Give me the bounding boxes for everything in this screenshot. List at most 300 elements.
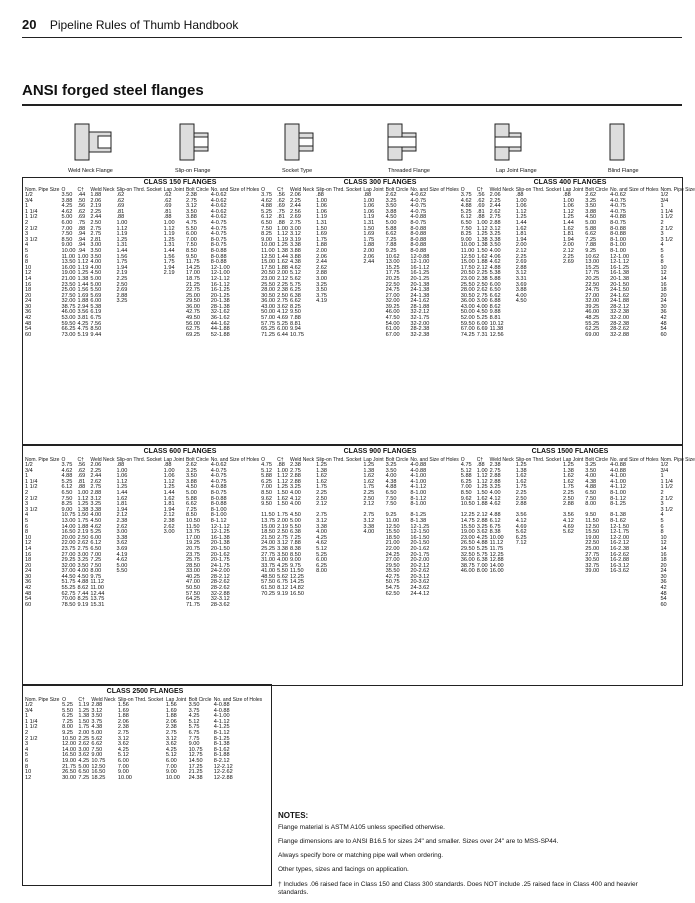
table-cell: 33.75 bbox=[261, 562, 276, 569]
table-cell: 16-1.50 bbox=[410, 534, 430, 541]
table-cell: 48 bbox=[660, 320, 667, 327]
table-cell: 1.50 bbox=[476, 247, 488, 254]
table-cell: 28-2.38 bbox=[610, 320, 630, 327]
table-cell: 42 bbox=[660, 315, 667, 322]
table-cell: 17.25 bbox=[188, 763, 203, 770]
table-cell: 3.12 bbox=[277, 540, 289, 547]
table-cell: 2.75 bbox=[117, 729, 129, 736]
table-cell bbox=[584, 603, 609, 609]
table-cell: 5.00 bbox=[290, 517, 301, 524]
table-cell bbox=[562, 333, 584, 339]
table-cell: 9.44 bbox=[90, 331, 102, 338]
table-cell: 48 bbox=[25, 320, 32, 327]
table-cell: .69 bbox=[277, 203, 285, 210]
table-cell: 8-1.00 bbox=[610, 242, 626, 249]
table-cell: 5 bbox=[660, 247, 664, 254]
table-cell: 11.00 bbox=[385, 517, 400, 524]
table-cell: 20-1.62 bbox=[210, 551, 230, 558]
table-cell: 3.69 bbox=[515, 281, 527, 288]
table-cell: 3.12 bbox=[290, 231, 301, 238]
table-cell: 60 bbox=[25, 331, 32, 338]
table-cell: 2.38 bbox=[163, 517, 175, 524]
table-cell: 51.75 bbox=[61, 579, 76, 586]
table-cell: 3.25 bbox=[489, 484, 501, 491]
table-cell: 1.69 bbox=[316, 231, 327, 238]
table-cell: 11.00 bbox=[261, 247, 275, 254]
table-cell: 4.00 bbox=[290, 501, 301, 508]
column-header: No. and Size of Holes bbox=[610, 187, 659, 193]
table-cell: 10.62 bbox=[585, 253, 600, 260]
table-cell: 1.25 bbox=[77, 270, 89, 277]
table-cell: 2.50 bbox=[562, 495, 574, 502]
table-cell: 61.50 bbox=[261, 585, 276, 592]
table-cell: 30.50 bbox=[261, 292, 276, 299]
table-cell: 6 bbox=[660, 253, 664, 260]
table-cell: 3.50 bbox=[385, 203, 397, 210]
table-cell: 7.00 bbox=[476, 562, 488, 569]
table-cell: 25.00 bbox=[185, 292, 200, 299]
table-cell: 16-1.25 bbox=[410, 270, 430, 277]
table-cell: 4-0.88 bbox=[610, 467, 626, 474]
table-cell: 17.75 bbox=[385, 270, 400, 277]
table-cell: 5.75 bbox=[188, 724, 200, 731]
table-cell: 6.25 bbox=[460, 478, 472, 485]
table-cell: 4.00 bbox=[489, 247, 501, 254]
table-cell: 4-0.62 bbox=[210, 208, 227, 215]
table-cell: 5.88 bbox=[261, 473, 273, 480]
table-cell bbox=[362, 333, 384, 339]
table-cell: 18.75 bbox=[185, 275, 200, 282]
table-cell: 3.50 bbox=[90, 247, 102, 254]
table-cell: 32.00 bbox=[585, 298, 600, 305]
table-cell: 8-1.88 bbox=[213, 752, 230, 759]
table-cell: .69 bbox=[116, 203, 125, 210]
table-cell: 6 bbox=[25, 253, 29, 260]
table-cell: 5.62 bbox=[515, 529, 527, 536]
table-cell: 4.75 bbox=[185, 219, 197, 226]
table-cell: 4.50 bbox=[185, 484, 197, 491]
table-cell: 2.94 bbox=[77, 303, 89, 310]
table-cell: 4.00 bbox=[277, 557, 289, 564]
table-cell: 12-1.12 bbox=[210, 523, 230, 530]
table-cell: 15.50 bbox=[460, 523, 475, 530]
table-cell: 1.19 bbox=[116, 231, 128, 238]
table-cell: 13.00 bbox=[385, 259, 400, 266]
table-cell: 36-1.62 bbox=[210, 315, 230, 322]
table-cell: 8 bbox=[660, 529, 664, 536]
table-cell: 6.62 bbox=[91, 741, 103, 748]
table-cell: 6.00 bbox=[185, 231, 197, 238]
table-cell: 1.25 bbox=[363, 462, 375, 468]
table-cell: 5.50 bbox=[185, 225, 197, 232]
table-cell: 20-2.00 bbox=[410, 557, 430, 564]
table-cell: 21.50 bbox=[261, 534, 276, 541]
column-header: Bolt Circle bbox=[385, 457, 409, 463]
table-cell: 1.44 bbox=[163, 489, 175, 496]
table-cell: 20-1.38 bbox=[410, 281, 430, 288]
table-cell: 6.00 bbox=[476, 320, 488, 327]
table-cell: 2.25 bbox=[116, 275, 128, 282]
table-cell: 2.62 bbox=[78, 741, 90, 748]
table-cell: 6.00 bbox=[277, 326, 289, 333]
table-cell: 1.25 bbox=[515, 462, 527, 468]
table-cell: 7.25 bbox=[585, 236, 597, 243]
table-cell: 2.38 bbox=[116, 517, 128, 524]
table-cell: 4.69 bbox=[515, 523, 527, 530]
table-cell: 4.88 bbox=[489, 512, 501, 519]
table-cell: 4.50 bbox=[515, 298, 527, 305]
table-cell: 5.88 bbox=[489, 275, 501, 282]
socket-type-flange-figure bbox=[285, 124, 313, 160]
table-cell: 1.69 bbox=[77, 292, 89, 299]
table-cell: 3.00 bbox=[116, 529, 128, 536]
table-cell: 9.50 bbox=[290, 309, 301, 316]
caption-slip-on: Slip-on Flange bbox=[175, 168, 211, 174]
table-cell: 6 bbox=[25, 523, 29, 530]
table-cell: 1.00 bbox=[363, 197, 375, 204]
table-cell: 3.38 bbox=[116, 534, 128, 541]
table-cell: 9.75 bbox=[90, 573, 102, 580]
table-cell: 8.50 bbox=[61, 236, 73, 243]
table-cell: 57.50 bbox=[261, 579, 276, 586]
table-cell: 7.00 bbox=[165, 763, 177, 770]
table-cell: 8.50 bbox=[185, 247, 197, 254]
table-cell: 4-0.88 bbox=[213, 707, 230, 714]
table-cell: 1.56 bbox=[165, 702, 177, 708]
table-cell: 27.75 bbox=[585, 551, 600, 558]
table-cell: 3 1/2 bbox=[25, 506, 38, 513]
table-cell: 2.50 bbox=[90, 219, 102, 226]
table-cell: 4.50 bbox=[290, 512, 301, 519]
table-cell: 62.25 bbox=[585, 326, 600, 333]
table-cell: 12-1.50 bbox=[410, 529, 430, 536]
table-cell: 7.31 bbox=[476, 331, 488, 338]
table-cell: 8-0.88 bbox=[610, 231, 626, 238]
column-header: Bolt Circle bbox=[585, 187, 609, 193]
table-cell: 4.62 bbox=[90, 523, 102, 530]
table-cell: 9.00 bbox=[61, 506, 73, 513]
table-cell: 1 bbox=[660, 473, 664, 480]
table-cell: 2.88 bbox=[90, 489, 102, 496]
table-cell: 12 bbox=[25, 540, 32, 547]
table-cell: 1.75 bbox=[163, 259, 175, 266]
table-cell: 4-0.62 bbox=[210, 462, 227, 468]
table-cell: 5.19 bbox=[77, 331, 89, 338]
table-cell: 16.50 bbox=[290, 590, 305, 597]
table-cell: 4-0.62 bbox=[210, 192, 227, 198]
table-cell: 6.75 bbox=[90, 315, 102, 322]
table-cell: 5.50 bbox=[90, 287, 102, 294]
table-cell: 4.25 bbox=[117, 746, 129, 753]
table-cell: 29.25 bbox=[61, 557, 76, 564]
table-cell: 4.75 bbox=[460, 462, 472, 468]
table-cell: 8 bbox=[660, 259, 664, 266]
note-item: Always specify bore or matching pipe wall when ordering. bbox=[278, 852, 444, 860]
table-cell: 1.25 bbox=[515, 214, 527, 221]
table-cell: 1.62 bbox=[476, 253, 488, 260]
column-header: No. and Size of Holes bbox=[210, 457, 260, 463]
table-cell bbox=[489, 603, 515, 609]
table-cell: 8-0.75 bbox=[610, 219, 626, 226]
table-cell: 10.00 bbox=[165, 774, 180, 781]
table-cell: .56 bbox=[77, 203, 86, 210]
table-row bbox=[24, 603, 695, 609]
table-cell: 6.38 bbox=[290, 292, 301, 299]
table-cell: 4.12 bbox=[290, 495, 301, 502]
table-cell: 20-1.62 bbox=[410, 545, 430, 552]
table-cell: 20.25 bbox=[385, 275, 400, 282]
table-cell: 3 bbox=[25, 231, 29, 238]
table-cell: .69 bbox=[77, 214, 86, 221]
table-cell: 3.25 bbox=[385, 462, 397, 468]
class-150-300-400-table bbox=[24, 188, 695, 338]
table-cell: 7.50 bbox=[185, 242, 197, 249]
table-cell: 7.00 bbox=[185, 236, 197, 243]
table-cell: 10.00 bbox=[489, 534, 504, 541]
note-item: Flange dimensions are to ANSI B16.5 for sizes 24" and smaller. Sizes over 24" are to MSS-SP44. bbox=[278, 838, 559, 846]
table-cell: 4-1.00 bbox=[610, 473, 626, 480]
table-cell bbox=[289, 603, 315, 609]
table-cell: 4.62 bbox=[460, 197, 472, 204]
table-cell: 2.81 bbox=[90, 236, 102, 243]
table-cell: 1.94 bbox=[515, 236, 527, 243]
table-cell: 1.62 bbox=[515, 225, 527, 232]
table-cell: 3.50 bbox=[185, 473, 197, 480]
table-cell: 24-1.75 bbox=[210, 562, 230, 569]
table-cell: 24.25 bbox=[385, 551, 400, 558]
table-cell: 3.38 bbox=[363, 523, 375, 530]
table-cell: 3.25 bbox=[585, 197, 597, 204]
table-cell: 12-1.25 bbox=[210, 529, 230, 536]
table-cell: 24-3.62 bbox=[410, 585, 430, 592]
table-cell: 4-0.75 bbox=[410, 208, 427, 215]
table-cell: 46.00 bbox=[385, 309, 400, 316]
table-cell: 6.00 bbox=[165, 757, 177, 764]
table-cell: 4.88 bbox=[460, 203, 472, 210]
table-cell: 4.62 bbox=[290, 264, 301, 271]
table-cell: 2.25 bbox=[277, 281, 289, 288]
table-cell: 9.00 bbox=[165, 769, 177, 776]
table-cell: 2.75 bbox=[90, 231, 102, 238]
table-cell: 14.82 bbox=[290, 585, 305, 592]
table-cell: 8-1.00 bbox=[610, 236, 626, 243]
table-cell: 2.25 bbox=[90, 467, 102, 474]
table-cell: .88 bbox=[515, 192, 524, 198]
table-cell: 1.44 bbox=[277, 253, 289, 260]
table-cell: 57.75 bbox=[261, 320, 276, 327]
table-cell: 3.00 bbox=[476, 298, 488, 305]
table-cell: 2.62 bbox=[116, 523, 128, 530]
table-cell: 13.75 bbox=[261, 517, 276, 524]
table-cell: 2.75 bbox=[277, 298, 289, 305]
title-rule bbox=[22, 104, 682, 106]
table-cell: 16-2.62 bbox=[610, 551, 630, 558]
weld-neck-flange-figure bbox=[75, 124, 111, 160]
table-cell: 12-2.12 bbox=[213, 763, 233, 770]
table-cell: 3.50 bbox=[277, 551, 289, 558]
table-cell: 5.00 bbox=[90, 275, 102, 282]
table-cell: 1.12 bbox=[116, 225, 128, 232]
table-cell: 48.25 bbox=[585, 315, 600, 322]
table-cell: 4.62 bbox=[261, 197, 273, 204]
table-cell: 1.00 bbox=[316, 197, 327, 204]
table-cell: 1.00 bbox=[515, 197, 527, 204]
table-cell: 20.25 bbox=[585, 275, 600, 282]
table-cell: 8-1.25 bbox=[213, 735, 230, 742]
table-cell: 1.06 bbox=[515, 203, 527, 210]
table-cell: 1.62 bbox=[316, 478, 327, 485]
table-cell: 12.56 bbox=[489, 331, 504, 338]
table-cell: 10.00 bbox=[261, 242, 276, 249]
table-cell: 6.00 bbox=[90, 534, 102, 541]
table-cell: 8-0.88 bbox=[610, 225, 626, 232]
table-cell: 1.62 bbox=[277, 259, 289, 266]
table-cell: 1.12 bbox=[77, 259, 89, 266]
table-cell: 4-0.88 bbox=[410, 467, 427, 474]
table-cell: 27.00 bbox=[385, 292, 400, 299]
table-cell: 4-0.75 bbox=[410, 203, 427, 210]
table-cell: 4 bbox=[25, 242, 29, 249]
table-cell: 4-0.62 bbox=[410, 192, 427, 198]
table-cell: 3.50 bbox=[77, 562, 89, 569]
table-cell: 7.56 bbox=[90, 320, 102, 327]
table-cell: 3.38 bbox=[90, 506, 102, 513]
table-cell: 9.25 bbox=[62, 729, 73, 736]
table-cell: .94 bbox=[77, 247, 86, 254]
table-cell: 41.00 bbox=[261, 568, 276, 575]
table-cell: 25.50 bbox=[261, 281, 276, 288]
table-cell: 2.25 bbox=[316, 489, 327, 496]
table-cell: 8.25 bbox=[77, 596, 89, 603]
table-cell: 7.50 bbox=[91, 746, 103, 753]
table-cell: 4-0.75 bbox=[210, 225, 227, 232]
column-header: C† bbox=[77, 187, 84, 193]
table-cell: 6.62 bbox=[489, 292, 501, 299]
table-cell: 46.00 bbox=[460, 568, 475, 575]
table-cell: 9.50 bbox=[585, 512, 597, 519]
column-header: Weld Neck bbox=[489, 187, 514, 193]
table-cell: 3.88 bbox=[385, 208, 397, 215]
column-header: O bbox=[61, 187, 66, 193]
table-cell: 1.81 bbox=[163, 501, 175, 508]
table-cell: 18 bbox=[25, 557, 32, 564]
table-cell: 62.75 bbox=[61, 590, 76, 597]
table-cell: 2.25 bbox=[515, 253, 527, 260]
table-cell: 6.12 bbox=[61, 484, 73, 491]
notes-heading: NOTES: bbox=[278, 811, 309, 820]
table-cell: 52-1.88 bbox=[210, 331, 230, 338]
table-cell: 2.12 bbox=[476, 264, 488, 271]
table-cell: 10.12 bbox=[489, 320, 504, 327]
table-cell: 6.50 bbox=[61, 489, 73, 496]
table-cell: 2.75 bbox=[90, 484, 102, 491]
table-cell: 5.25 bbox=[61, 478, 73, 485]
table-cell: 28-2.62 bbox=[210, 579, 230, 586]
table-cell: 8-0.88 bbox=[410, 225, 427, 232]
table-cell: 1.62 bbox=[515, 478, 527, 485]
table-cell: 7.50 bbox=[385, 495, 397, 502]
table-cell: 2.44 bbox=[363, 259, 375, 266]
table-cell bbox=[163, 333, 185, 339]
table-cell: 53.00 bbox=[61, 315, 76, 322]
table-cell: 8.00 bbox=[316, 568, 327, 575]
column-header: Lap Joint bbox=[165, 697, 187, 703]
table-cell: 4.88 bbox=[585, 484, 597, 491]
table-cell: 14 bbox=[660, 275, 667, 282]
table-cell: 12.50 bbox=[385, 523, 400, 530]
table-cell: 6.25 bbox=[515, 534, 527, 541]
table-cell: 4.88 bbox=[61, 473, 73, 480]
table-cell: 3.88 bbox=[185, 214, 197, 221]
table-cell: 1.25 bbox=[562, 462, 574, 468]
table-cell: .69 bbox=[163, 203, 172, 210]
table-cell: 32.75 bbox=[585, 562, 600, 569]
table-cell: 15.31 bbox=[90, 601, 105, 608]
table-cell: 14 bbox=[25, 275, 32, 282]
table-cell: 13.00 bbox=[585, 259, 600, 266]
table-cell: 36 bbox=[660, 579, 667, 586]
table-cell: 3 1/2 bbox=[660, 506, 673, 513]
table-cell: 4 bbox=[660, 512, 664, 519]
table-cell: 8-0.75 bbox=[210, 236, 227, 243]
table-cell: 12-1.00 bbox=[610, 253, 630, 260]
table-cell: 6.75 bbox=[277, 579, 289, 586]
table-cell: 8.25 bbox=[460, 231, 472, 238]
table-cell: 3.12 bbox=[165, 735, 177, 742]
table-cell: 3/4 bbox=[660, 197, 669, 204]
caption-socket-type: Socket Type bbox=[282, 168, 313, 174]
table-cell: 8.50 bbox=[290, 551, 301, 558]
table-cell: 3.50 bbox=[489, 242, 501, 249]
table-cell: 16-1.25 bbox=[210, 287, 230, 294]
table-cell: 1.38 bbox=[77, 275, 89, 282]
table-cell: 2 bbox=[25, 489, 29, 496]
table-cell: 8.81 bbox=[489, 315, 501, 322]
column-header: Weld Neck bbox=[290, 187, 315, 193]
table-cell: 3.75 bbox=[316, 292, 327, 299]
table-cell: 4-1.00 bbox=[213, 713, 230, 720]
table-cell: 20-1.38 bbox=[210, 540, 230, 547]
table-cell: 23.50 bbox=[61, 281, 76, 288]
flange-figures bbox=[70, 118, 670, 166]
table-cell: 2 bbox=[25, 219, 29, 226]
table-cell: 1 1/2 bbox=[660, 214, 673, 221]
table-cell: 3.12 bbox=[90, 495, 102, 502]
table-cell: 4.25 bbox=[77, 320, 89, 327]
table-cell: 1.44 bbox=[116, 247, 128, 254]
caption-weld-neck: Weld Neck Flange bbox=[68, 168, 113, 174]
table-cell: 37.00 bbox=[61, 568, 76, 575]
table-cell: 24.38 bbox=[188, 774, 203, 781]
table-cell: 9.75 bbox=[290, 562, 301, 569]
table-cell: 2.69 bbox=[562, 259, 574, 266]
table-cell: 8-1.00 bbox=[410, 501, 427, 508]
table-cell: 11.50 bbox=[290, 568, 304, 575]
table-cell: 3.50 bbox=[316, 287, 327, 294]
table-cell: 50.00 bbox=[460, 309, 475, 316]
column-header: Nom. Pipe Size bbox=[660, 457, 695, 463]
table-cell: 4-0.75 bbox=[610, 208, 626, 215]
table-cell: 2.88 bbox=[290, 478, 301, 485]
table-cell: 1.56 bbox=[117, 702, 129, 708]
table-cell: .62 bbox=[163, 197, 172, 204]
table-cell: 1/2 bbox=[25, 702, 33, 708]
table-cell: 1.19 bbox=[77, 264, 89, 271]
table-cell: 2.75 bbox=[476, 292, 488, 299]
table-cell: 3.50 bbox=[188, 702, 200, 708]
table-cell: 2.25 bbox=[290, 197, 301, 204]
table-cell: 2.75 bbox=[165, 729, 177, 736]
